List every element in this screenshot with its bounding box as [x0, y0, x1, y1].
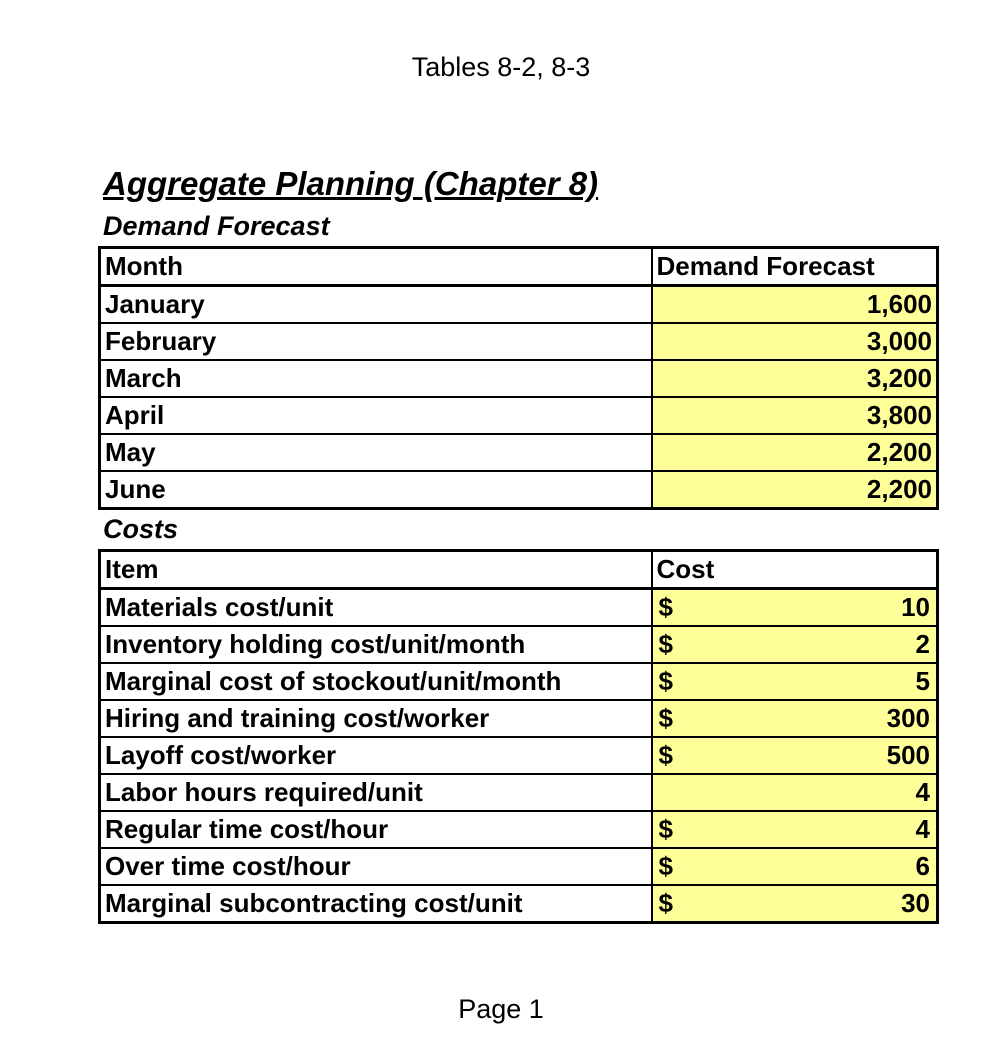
- forecast-cell[interactable]: 1,600: [652, 286, 938, 324]
- cost-value: 4: [915, 777, 930, 807]
- item-cell[interactable]: Layoff cost/worker: [100, 737, 652, 774]
- cost-value: 10: [901, 592, 930, 622]
- forecast-cell[interactable]: 2,200: [652, 471, 938, 509]
- month-cell[interactable]: January: [100, 286, 652, 324]
- page-footer: Page 1: [458, 994, 544, 1024]
- item-cell[interactable]: Hiring and training cost/worker: [100, 700, 652, 737]
- cost-cell[interactable]: [652, 663, 938, 700]
- demand-forecast-table: [98, 246, 939, 510]
- cost-value: 30: [901, 888, 930, 918]
- cost-value: 6: [915, 851, 930, 881]
- month-cell[interactable]: June: [100, 471, 652, 509]
- cost-cell[interactable]: [652, 774, 938, 811]
- costs-section-label: Costs: [103, 514, 179, 544]
- cost-cell[interactable]: [652, 885, 938, 923]
- cost-cell[interactable]: [652, 811, 938, 848]
- item-cell[interactable]: Materials cost/unit: [100, 589, 652, 627]
- cost-value: 2: [915, 629, 930, 659]
- cost-value: 300: [886, 703, 930, 733]
- cost-row: [100, 589, 938, 627]
- currency-symbol: $: [658, 629, 673, 659]
- cost-row: [100, 663, 938, 700]
- forecast-cell[interactable]: 2,200: [652, 434, 938, 471]
- costs-header-row: [100, 551, 938, 589]
- month-header: Month: [100, 248, 652, 286]
- currency-symbol: $: [658, 740, 673, 770]
- cost-cell[interactable]: [652, 737, 938, 774]
- item-cell[interactable]: Marginal cost of stockout/unit/month: [100, 663, 652, 700]
- month-cell[interactable]: February: [100, 323, 652, 360]
- currency-symbol: $: [658, 592, 673, 622]
- month-cell[interactable]: March: [100, 360, 652, 397]
- cost-value: 4: [915, 814, 930, 844]
- page-header: Tables 8-2, 8-3: [411, 52, 591, 82]
- month-cell[interactable]: May: [100, 434, 652, 471]
- cost-row: [100, 700, 938, 737]
- cost-row: [100, 774, 938, 811]
- cost-cell[interactable]: [652, 589, 938, 627]
- currency-symbol: $: [658, 814, 673, 844]
- item-cell[interactable]: Labor hours required/unit: [100, 774, 652, 811]
- item-cell[interactable]: Regular time cost/hour: [100, 811, 652, 848]
- item-cell[interactable]: Marginal subcontracting cost/unit: [100, 885, 652, 923]
- demand-row: [100, 286, 938, 324]
- demand-section-label: Demand Forecast: [103, 211, 330, 241]
- cost-header: Cost: [652, 551, 938, 589]
- demand-row: [100, 323, 938, 360]
- forecast-header: Demand Forecast: [652, 248, 938, 286]
- forecast-cell[interactable]: 3,000: [652, 323, 938, 360]
- demand-row: [100, 471, 938, 509]
- cost-row: [100, 626, 938, 663]
- costs-table: [98, 549, 939, 924]
- forecast-cell[interactable]: 3,200: [652, 360, 938, 397]
- cost-cell[interactable]: [652, 700, 938, 737]
- cost-row: [100, 811, 938, 848]
- currency-symbol: $: [658, 888, 673, 918]
- cost-cell[interactable]: [652, 626, 938, 663]
- month-cell[interactable]: April: [100, 397, 652, 434]
- item-cell[interactable]: Inventory holding cost/unit/month: [100, 626, 652, 663]
- currency-symbol: $: [658, 703, 673, 733]
- item-cell[interactable]: Over time cost/hour: [100, 848, 652, 885]
- cost-value: 5: [915, 666, 930, 696]
- cost-value: 500: [886, 740, 930, 770]
- cost-row: [100, 848, 938, 885]
- forecast-cell[interactable]: 3,800: [652, 397, 938, 434]
- demand-row: [100, 434, 938, 471]
- demand-row: [100, 397, 938, 434]
- currency-symbol: $: [658, 851, 673, 881]
- sheet-title: Aggregate Planning (Chapter 8): [103, 165, 599, 202]
- demand-row: [100, 360, 938, 397]
- cost-row: [100, 885, 938, 923]
- currency-symbol: $: [658, 666, 673, 696]
- demand-header-row: [100, 248, 938, 286]
- cost-row: [100, 737, 938, 774]
- item-header: Item: [100, 551, 652, 589]
- cost-cell[interactable]: [652, 848, 938, 885]
